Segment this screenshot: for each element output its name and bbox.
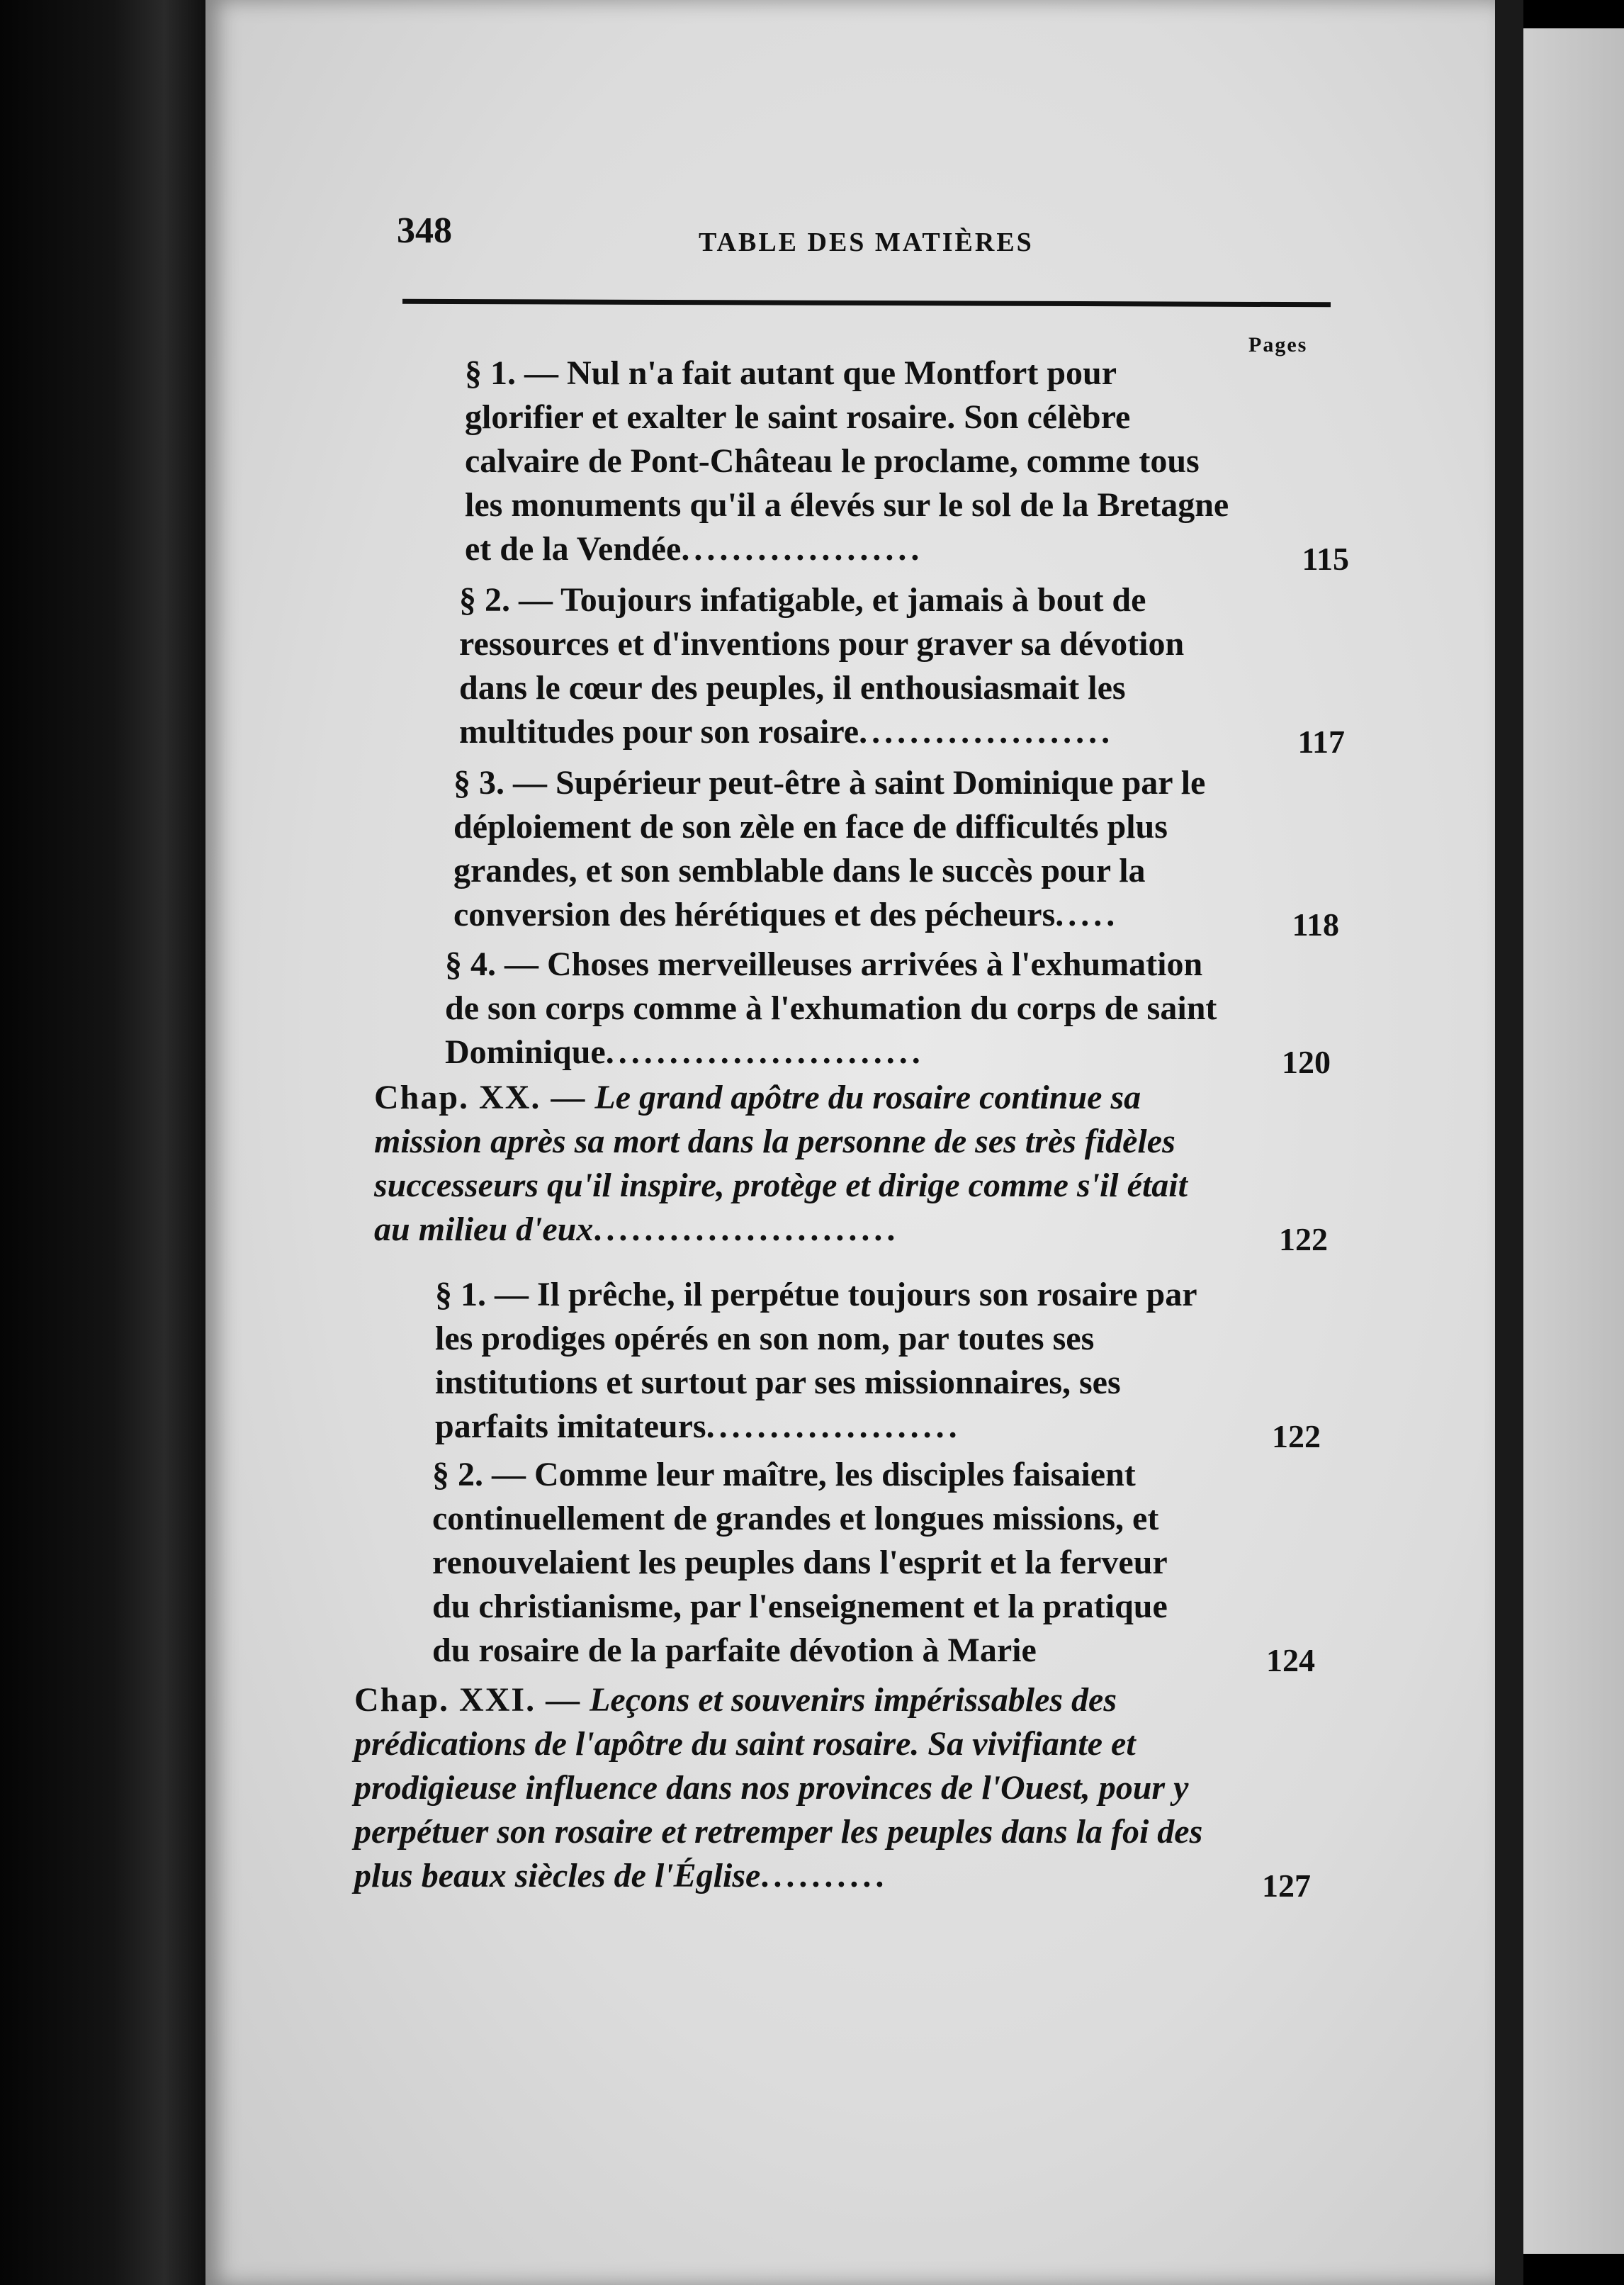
entry-text: § 1. — Nul n'a fait autant que Montfort pour glorifier et exalter le saint rosaire. Son célèbre calvaire de Pont-Château le proclame, comme tous les monuments qu'il a élevés sur le sol de la Bretagne et de la Vendée — [465, 354, 1229, 568]
leader-dots: ..... — [1055, 896, 1120, 933]
entry-page: 118 — [1292, 906, 1339, 943]
leader-dots: .......... — [760, 1857, 889, 1894]
entry-text: § 3. — Supérieur peut-être à saint Dominique par le déploiement de son zèle en face de difficultés plus grandes, et son semblable dans le succès pour la conversion des hérétiques et des pécheurs — [453, 764, 1206, 933]
entry-page: 117 — [1297, 724, 1345, 760]
chapter-title: Leçons et souvenirs impérissables des prédications de l'apôtre du saint rosaire. Sa vivifiante et prodigieuse influence dans nos provinces de l'Ouest, pour y perpétuer son rosaire et retremper les peuples dans la foi des plus beaux siècles de l'Église — [354, 1681, 1203, 1894]
entry-text: § 2. — Comme leur maître, les disciples faisaient continuellement de grandes et longues missions, et renouvelaient les peuples dans l'esprit et la ferveur du christianisme, par l'enseignement et la pratique du rosaire de la parfaite dévotion à Marie — [432, 1456, 1168, 1669]
entry-page: 127 — [1262, 1868, 1311, 1904]
next-page-edge — [1523, 28, 1624, 2254]
toc-entry-section — [465, 352, 1349, 577]
entry-page: 124 — [1266, 1642, 1315, 1678]
leader-dots: ......................... — [605, 1033, 925, 1071]
chapter-label: Chap. XX. — — [374, 1079, 587, 1116]
entry-text: § 2. — Toujours infatigable, et jamais à bout de ressources et d'inventions pour graver sa dévotion dans le cœur des peuples, il enthousiasmait les multitudes pour son rosaire — [459, 581, 1185, 751]
toc-entry-chapter — [354, 1678, 1311, 1904]
running-head: TABLE DES MATIÈRES — [699, 228, 1034, 257]
page-number: 348 — [397, 210, 452, 251]
toc-entry-chapter — [374, 1076, 1328, 1257]
leader-dots: ................... — [681, 530, 924, 568]
leader-dots: .................... — [706, 1408, 962, 1445]
entry-page: 115 — [1302, 541, 1349, 577]
chapter-label: Chap. XXI. — — [354, 1681, 582, 1719]
toc-entry-section — [435, 1273, 1321, 1454]
entry-page: 122 — [1272, 1418, 1321, 1454]
leader-dots: ........................ — [593, 1211, 900, 1248]
toc-entry-section — [453, 761, 1339, 943]
entry-text: § 4. — Choses merveilleuses arrivées à l'exhumation de son corps comme à l'exhumation du corps de saint Dominique — [445, 945, 1217, 1071]
scan-gutter — [1495, 0, 1523, 2285]
toc-entry-section — [459, 578, 1345, 760]
chapter-title: Le grand apôtre du rosaire continue sa mission après sa mort dans la personne de ses très fidèles successeurs qu'il inspire, protège et dirige comme s'il était au milieu d'eux — [374, 1079, 1188, 1248]
toc-entry-section — [432, 1453, 1315, 1678]
leader-dots: .................... — [859, 713, 1115, 751]
entry-text: § 1. — Il prêche, il perpétue toujours son rosaire par les prodiges opérés en son nom, par toutes ses institutions et surtout par ses missionnaires, ses parfaits imitateurs — [435, 1276, 1197, 1445]
entry-page: 122 — [1279, 1221, 1328, 1257]
scan-left-margin — [0, 0, 205, 2285]
pages-column-label: Pages — [1248, 333, 1308, 356]
entry-page: 120 — [1282, 1044, 1331, 1080]
toc-entry-section — [445, 943, 1331, 1080]
